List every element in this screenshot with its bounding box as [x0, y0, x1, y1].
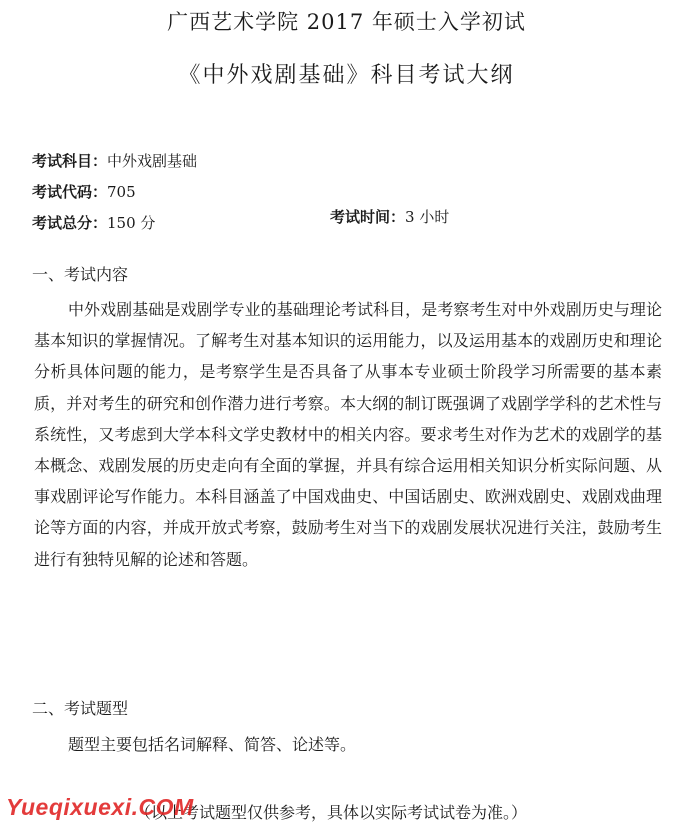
exam-code: [32, 181, 136, 202]
exam-subject-value: 中外戏剧基础: [107, 152, 198, 170]
exam-time: [330, 206, 449, 227]
exam-code-label: 考试代码：: [32, 183, 108, 201]
document-title-line1: 广西艺术学院 2017 年硕士入学初试: [167, 10, 526, 34]
exam-score: [32, 212, 155, 233]
footnote: （以上考试题型仅供参考，具体以实际考试试卷为准。）: [135, 803, 528, 822]
exam-subject: [32, 150, 197, 171]
exam-score-label: 考试总分：: [32, 214, 108, 232]
watermark-logo: Yueqixuexi.COM: [6, 794, 194, 820]
section-body-content: 中外戏剧基础是戏剧学专业的基础理论考试科目，是考察考生对中外戏剧历史与理论基本知识的掌握情况。了解考生对基本知识的运用能力，以及运用基本的戏剧历史和理论分析具体问题的能力，是考察学生是否具备了从事本专业硕士阶段学习所需要的基本素质，并对考生的研究和创作潜力进行考察。本大纲的制订既强调了戏剧学学科的艺术性与系统性，又考虑到大学本科文学史教材中的相关内容。要求考生对作为艺术的戏剧学的基本概念、戏剧发展的历史走向有全面的掌握，并具有综合运用相关知识分析实际问题、从事戏剧评论写作能力。本科目涵盖了中国戏曲史、中国话剧史、欧洲戏剧史、戏剧戏曲理论等方面的内容，并成开放式考察，鼓励考生对当下的戏剧发展状况进行关注，鼓励考生进行有独特见解的论述和答题。: [34, 300, 662, 569]
section-heading-question-types: 二、考试题型: [32, 699, 129, 718]
exam-time-value: 3 小时: [405, 208, 450, 226]
exam-time-label: 考试时间：: [330, 208, 406, 226]
exam-score-value: 150 分: [107, 214, 156, 232]
section-heading-content: 一、考试内容: [32, 265, 129, 284]
document-title-line2: 《中外戏剧基础》科目考试大纲: [178, 63, 515, 88]
exam-code-value: 705: [107, 183, 136, 201]
exam-subject-label: 考试科目：: [32, 152, 108, 170]
section-body-question-types: 题型主要包括名词解释、简答、论述等。: [68, 735, 357, 754]
